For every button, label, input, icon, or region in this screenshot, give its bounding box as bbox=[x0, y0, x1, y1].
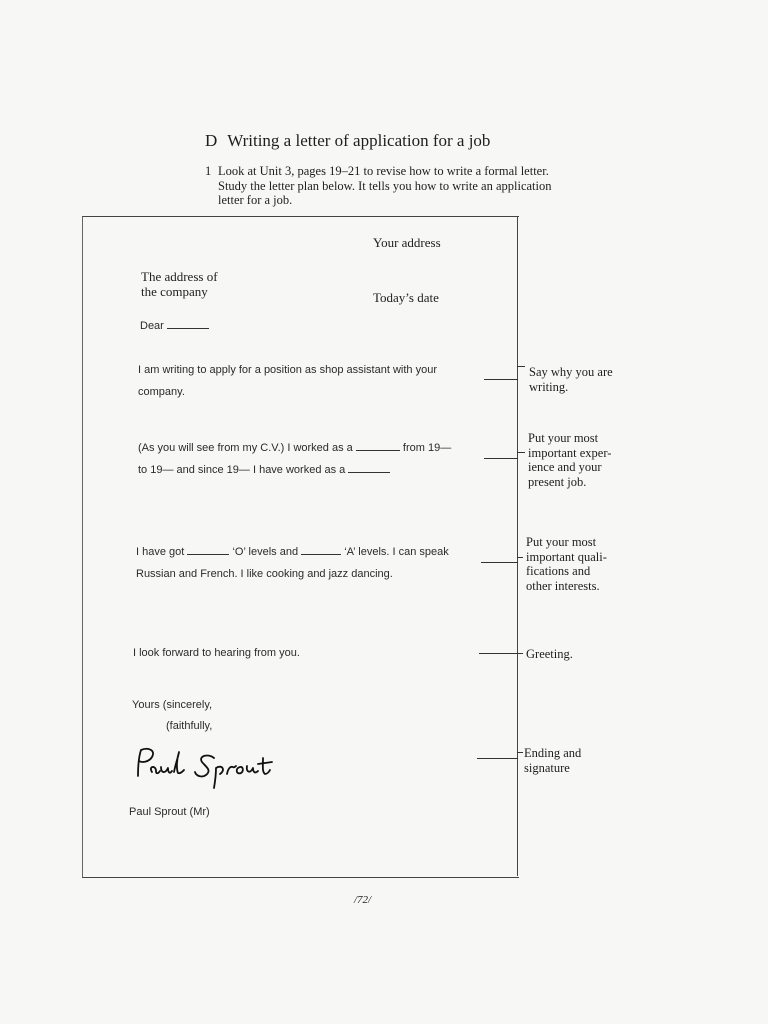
instruction-line: Study the letter plan below. It tells you how to write an application bbox=[218, 178, 552, 193]
note-experience bbox=[528, 431, 611, 489]
paragraph-text: from 19— bbox=[402, 442, 452, 454]
section-title: Writing a letter of application for a job bbox=[227, 131, 491, 150]
letter-frame-right-edge bbox=[517, 216, 518, 876]
note-line: fications and bbox=[526, 564, 591, 578]
note-line: important quali- bbox=[526, 549, 607, 564]
connector-line bbox=[479, 653, 523, 654]
printed-name: Paul Sprout (Mr) bbox=[129, 806, 210, 818]
company-address-line: The address of bbox=[141, 269, 218, 284]
connector-line bbox=[481, 562, 518, 563]
paragraph-line bbox=[138, 459, 451, 481]
company-address-line: the company bbox=[141, 284, 208, 299]
section-letter: D bbox=[205, 131, 218, 150]
note-line: other interests. bbox=[526, 578, 600, 593]
salutation bbox=[140, 315, 209, 337]
instruction-line: Look at Unit 3, pages 19–21 to revise how to write a formal letter. bbox=[218, 164, 549, 178]
todays-date: Today’s date bbox=[373, 290, 439, 305]
current-job-blank bbox=[348, 462, 390, 473]
note-line: Say why you are bbox=[529, 365, 613, 379]
paragraph-text: ‘O’ levels and bbox=[232, 546, 299, 558]
connector-line bbox=[517, 366, 525, 367]
paragraph-experience bbox=[138, 437, 451, 481]
connector-line bbox=[517, 752, 523, 753]
page-number: /72/ bbox=[354, 894, 372, 906]
paragraph-text: (As you will see from my C.V.) I worked as a bbox=[138, 442, 353, 454]
exercise-instructions bbox=[218, 164, 618, 208]
paragraph-line bbox=[138, 437, 451, 459]
note-line: writing. bbox=[529, 379, 569, 394]
paragraph-line bbox=[136, 541, 449, 563]
job-blank bbox=[356, 440, 400, 451]
instruction-line: letter for a job. bbox=[218, 193, 293, 207]
paragraph-why-writing bbox=[138, 359, 437, 403]
name-blank bbox=[167, 318, 209, 329]
note-ending bbox=[524, 746, 581, 775]
dear-text: Dear bbox=[140, 320, 164, 332]
paragraph-line: company. bbox=[138, 386, 185, 398]
company-address bbox=[141, 269, 218, 299]
note-line: Put your most bbox=[526, 535, 597, 549]
note-line: ience and your bbox=[528, 460, 602, 474]
note-greeting: Greeting. bbox=[526, 647, 573, 661]
connector-line bbox=[477, 758, 518, 759]
yours-line: Yours (sincerely, bbox=[132, 699, 213, 711]
connector-line bbox=[484, 379, 518, 380]
note-line: important exper- bbox=[528, 445, 612, 460]
note-qualifications bbox=[526, 535, 607, 593]
paragraph-qualifications bbox=[136, 541, 449, 585]
paragraph-text: to 19— and since 19— I have worked as a bbox=[138, 464, 346, 476]
handwritten-signature bbox=[132, 744, 302, 794]
paragraph-line: I am writing to apply for a position as shop assistant with your bbox=[138, 364, 437, 376]
closing-line: I look forward to hearing from you. bbox=[133, 647, 300, 659]
note-line: Put your most bbox=[528, 431, 599, 445]
note-line: present job. bbox=[528, 474, 587, 489]
paragraph-text: I have got bbox=[136, 546, 185, 558]
o-levels-blank bbox=[187, 544, 229, 555]
your-address: Your address bbox=[373, 235, 441, 250]
exercise-number: 1 bbox=[205, 164, 212, 178]
note-why-writing bbox=[529, 365, 613, 394]
connector-line bbox=[517, 452, 525, 453]
connector-line bbox=[517, 557, 523, 558]
paragraph-line: Russian and French. I like cooking and jazz dancing. bbox=[136, 568, 393, 580]
note-line: signature bbox=[524, 760, 570, 775]
paragraph-text: ‘A’ levels. I can speak bbox=[344, 546, 449, 558]
section-heading bbox=[205, 131, 490, 151]
connector-line bbox=[484, 458, 518, 459]
note-line: Ending and bbox=[524, 746, 582, 760]
faithfully-line: (faithfully, bbox=[166, 720, 213, 732]
a-levels-blank bbox=[301, 544, 341, 555]
